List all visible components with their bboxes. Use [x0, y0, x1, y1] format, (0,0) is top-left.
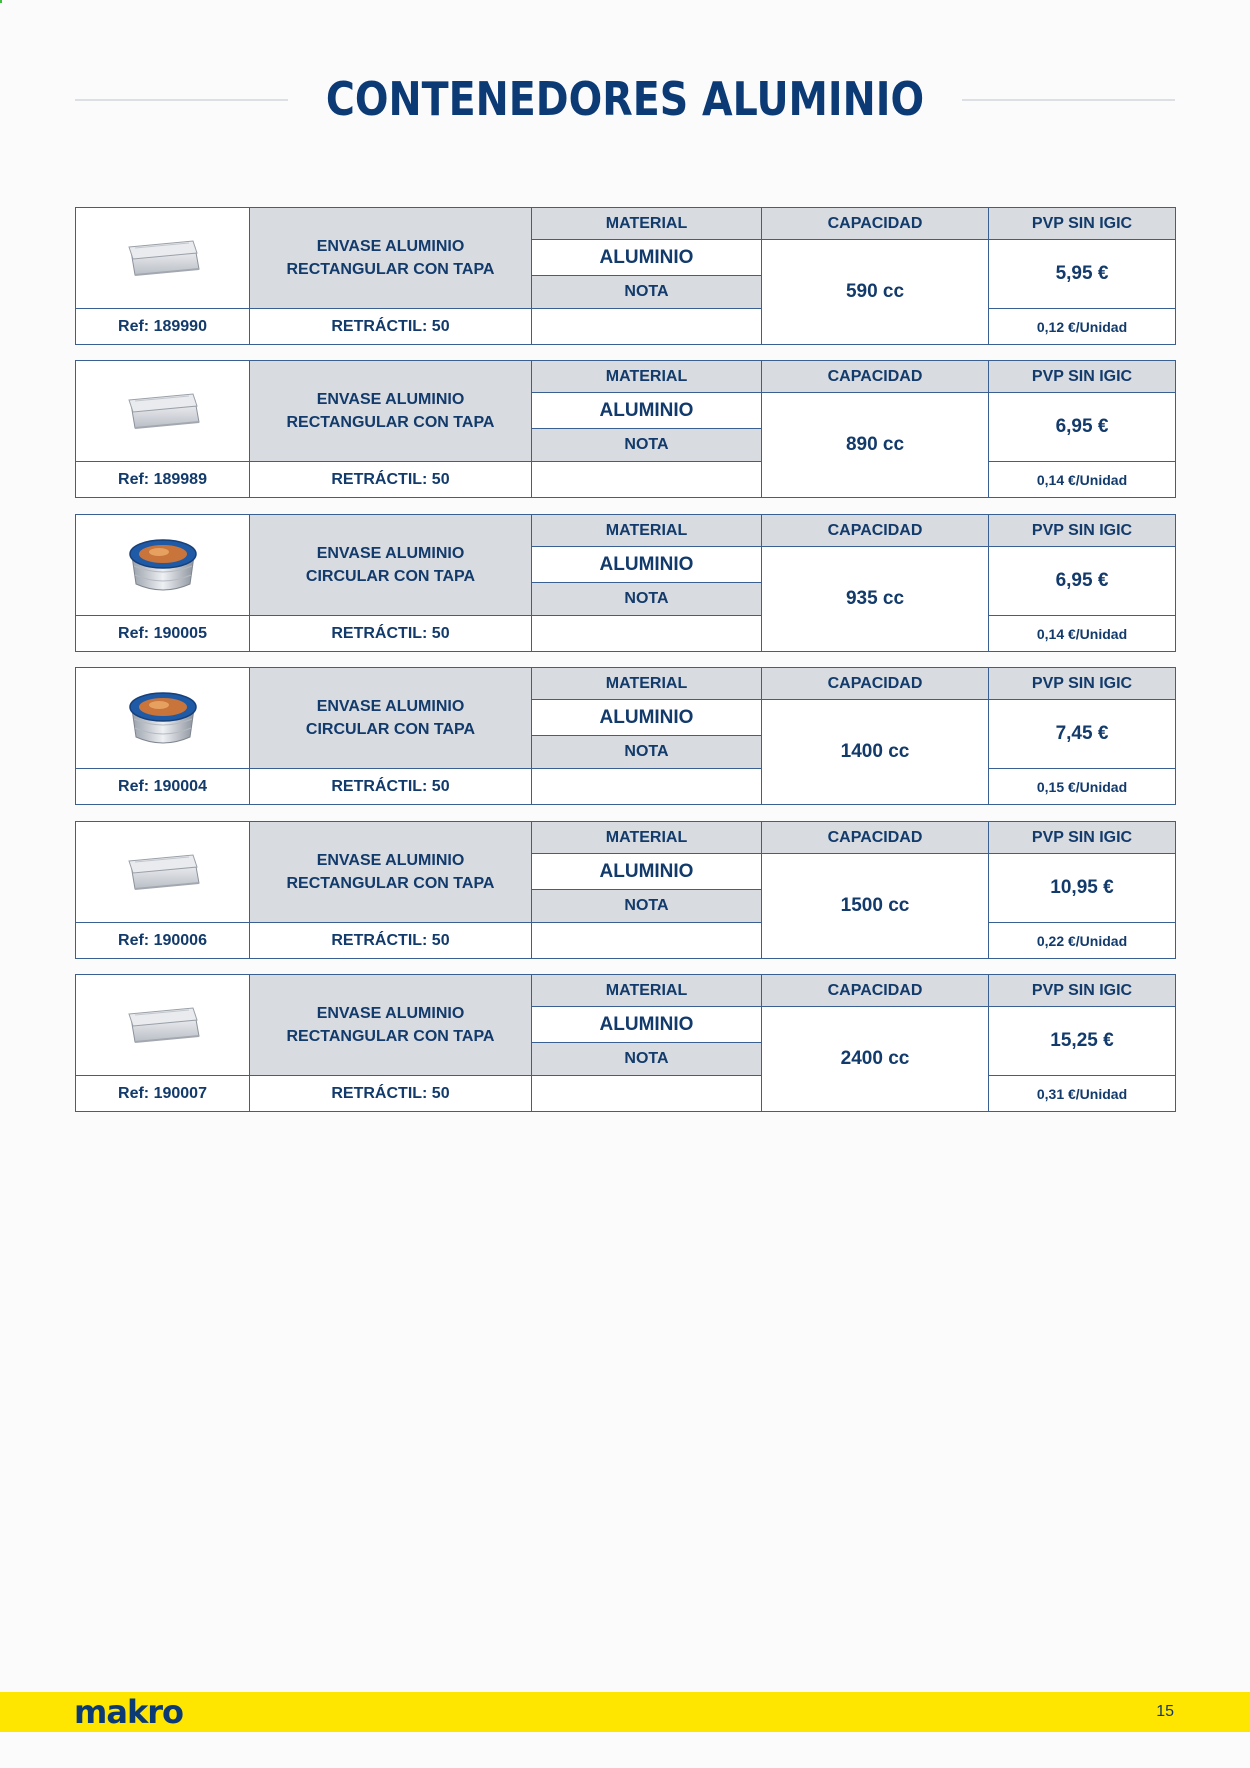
- product-image: [76, 515, 250, 616]
- note-value: [532, 462, 762, 497]
- material-value: ALUMINIO: [532, 854, 762, 890]
- description-line-1: ENVASE ALUMINIO: [316, 698, 465, 715]
- capacity-header: CAPACIDAD: [762, 208, 989, 240]
- price-header: PVP SIN IGIC: [989, 208, 1175, 240]
- price-value: 6,95 €: [989, 547, 1175, 616]
- price-header: PVP SIN IGIC: [989, 668, 1175, 700]
- unit-price: 0,12 €/Unidad: [989, 309, 1175, 344]
- capacity-value: 2400 cc: [762, 1007, 989, 1111]
- product-description: [250, 208, 532, 309]
- reference-number: Ref: 190007: [76, 1076, 250, 1111]
- note-value: [532, 1076, 762, 1111]
- description-line-1: ENVASE ALUMINIO: [316, 238, 465, 255]
- material-value: ALUMINIO: [532, 393, 762, 429]
- description-line-2: RECTANGULAR CON TAPA: [286, 1028, 495, 1045]
- product-description: [250, 822, 532, 923]
- reference-number: Ref: 190004: [76, 769, 250, 804]
- material-value: ALUMINIO: [532, 240, 762, 276]
- retractil-pack: RETRÁCTIL: 50: [250, 309, 532, 344]
- rectangular-tray-icon: [123, 847, 203, 897]
- unit-price: 0,14 €/Unidad: [989, 616, 1175, 651]
- page-number: 15: [1156, 1703, 1174, 1720]
- price-value: 7,45 €: [989, 700, 1175, 769]
- page-title: CONTENEDORES ALUMINIO: [325, 72, 925, 126]
- retractil-pack: RETRÁCTIL: 50: [250, 462, 532, 497]
- price-header: PVP SIN IGIC: [989, 822, 1175, 854]
- capacity-header: CAPACIDAD: [762, 668, 989, 700]
- capacity-header: CAPACIDAD: [762, 975, 989, 1007]
- product-image: [76, 975, 250, 1076]
- title-area: [75, 66, 1175, 132]
- price-header: PVP SIN IGIC: [989, 975, 1175, 1007]
- material-header: MATERIAL: [532, 975, 762, 1007]
- note-value: [532, 769, 762, 804]
- footer-bar: [0, 1692, 1250, 1732]
- retractil-pack: RETRÁCTIL: 50: [250, 1076, 532, 1111]
- reference-number: Ref: 190006: [76, 923, 250, 958]
- capacity-header: CAPACIDAD: [762, 822, 989, 854]
- price-value: 15,25 €: [989, 1007, 1175, 1076]
- product-image: [76, 668, 250, 769]
- note-value: [532, 923, 762, 958]
- unit-price: 0,14 €/Unidad: [989, 462, 1175, 497]
- price-value: 5,95 €: [989, 240, 1175, 309]
- note-label: NOTA: [532, 1043, 762, 1076]
- description-line-1: ENVASE ALUMINIO: [316, 545, 465, 562]
- product-card-4: [75, 667, 1176, 805]
- product-image: [76, 361, 250, 462]
- capacity-value: 890 cc: [762, 393, 989, 497]
- retractil-pack: RETRÁCTIL: 50: [250, 769, 532, 804]
- product-description: [250, 668, 532, 769]
- note-label: NOTA: [532, 583, 762, 616]
- material-value: ALUMINIO: [532, 1007, 762, 1043]
- material-header: MATERIAL: [532, 822, 762, 854]
- corner-mark: [0, 0, 2, 3]
- reference-number: Ref: 189990: [76, 309, 250, 344]
- description-line-2: CIRCULAR CON TAPA: [305, 568, 476, 585]
- price-header: PVP SIN IGIC: [989, 361, 1175, 393]
- description-line-1: ENVASE ALUMINIO: [316, 852, 465, 869]
- description-line-2: RECTANGULAR CON TAPA: [286, 261, 495, 278]
- material-header: MATERIAL: [532, 515, 762, 547]
- retractil-pack: RETRÁCTIL: 50: [250, 923, 532, 958]
- note-value: [532, 309, 762, 344]
- note-label: NOTA: [532, 429, 762, 462]
- capacity-value: 935 cc: [762, 547, 989, 651]
- capacity-value: 590 cc: [762, 240, 989, 344]
- description-line-1: ENVASE ALUMINIO: [316, 391, 465, 408]
- circular-tray-icon: [126, 534, 200, 596]
- material-header: MATERIAL: [532, 208, 762, 240]
- reference-number: Ref: 189989: [76, 462, 250, 497]
- product-description: [250, 361, 532, 462]
- capacity-header: CAPACIDAD: [762, 515, 989, 547]
- circular-tray-icon: [126, 687, 200, 749]
- product-card-3: [75, 514, 1176, 652]
- description-line-1: ENVASE ALUMINIO: [316, 1005, 465, 1022]
- note-value: [532, 616, 762, 651]
- product-image: [76, 208, 250, 309]
- unit-price: 0,22 €/Unidad: [989, 923, 1175, 958]
- rectangular-tray-icon: [123, 233, 203, 283]
- price-header: PVP SIN IGIC: [989, 515, 1175, 547]
- rectangular-tray-icon: [123, 1000, 203, 1050]
- material-header: MATERIAL: [532, 668, 762, 700]
- note-label: NOTA: [532, 276, 762, 309]
- product-card-1: [75, 207, 1176, 345]
- product-image: [76, 822, 250, 923]
- capacity-value: 1500 cc: [762, 854, 989, 958]
- makro-logo: makro: [74, 1693, 183, 1731]
- description-line-2: RECTANGULAR CON TAPA: [286, 875, 495, 892]
- price-value: 10,95 €: [989, 854, 1175, 923]
- product-description: [250, 975, 532, 1076]
- product-card-5: [75, 821, 1176, 959]
- product-description: [250, 515, 532, 616]
- note-label: NOTA: [532, 736, 762, 769]
- rectangular-tray-icon: [123, 386, 203, 436]
- material-header: MATERIAL: [532, 361, 762, 393]
- unit-price: 0,31 €/Unidad: [989, 1076, 1175, 1111]
- product-card-2: [75, 360, 1176, 498]
- material-value: ALUMINIO: [532, 547, 762, 583]
- product-card-6: [75, 974, 1176, 1112]
- unit-price: 0,15 €/Unidad: [989, 769, 1175, 804]
- material-value: ALUMINIO: [532, 700, 762, 736]
- capacity-value: 1400 cc: [762, 700, 989, 804]
- price-value: 6,95 €: [989, 393, 1175, 462]
- capacity-header: CAPACIDAD: [762, 361, 989, 393]
- description-line-2: RECTANGULAR CON TAPA: [286, 414, 495, 431]
- note-label: NOTA: [532, 890, 762, 923]
- retractil-pack: RETRÁCTIL: 50: [250, 616, 532, 651]
- reference-number: Ref: 190005: [76, 616, 250, 651]
- description-line-2: CIRCULAR CON TAPA: [305, 721, 476, 738]
